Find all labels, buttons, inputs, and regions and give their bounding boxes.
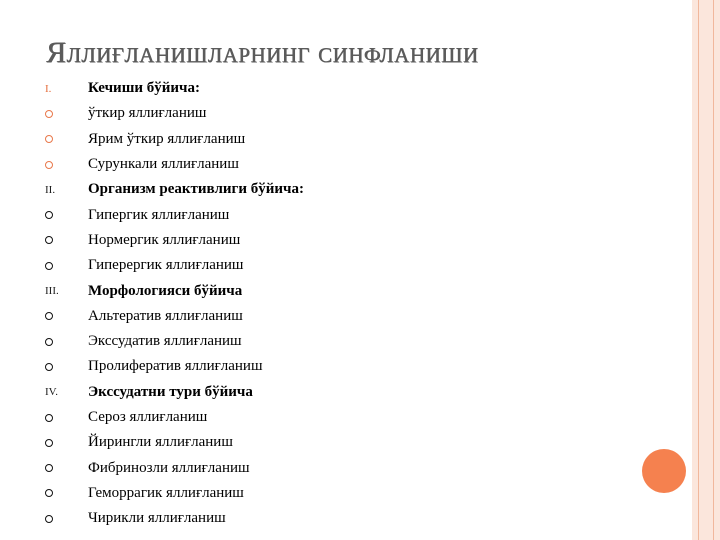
bullet-marker — [44, 312, 88, 320]
bullet-marker — [44, 211, 88, 219]
bullet-circle-icon — [45, 338, 53, 346]
bullet-marker — [44, 236, 88, 244]
bullet-marker — [44, 464, 88, 472]
list-item-text: Гиперергик яллиғланиш — [88, 257, 244, 274]
list-item — [44, 506, 304, 531]
list-item-text: Ярим ўткир яллиғланиш — [88, 130, 246, 147]
bullet-circle-icon — [45, 135, 53, 143]
section-heading — [44, 380, 304, 405]
bullet-circle-icon — [45, 515, 53, 523]
list-item-text: Сероз яллиғланиш — [88, 409, 208, 425]
bullet-marker — [44, 338, 88, 346]
list-item-text: Пролифератив яллиғланиш — [88, 358, 263, 375]
bullet-circle-icon — [45, 363, 53, 371]
list-item-text: Экссудатив яллиғланиш — [88, 333, 242, 350]
bullet-circle-icon — [45, 489, 53, 497]
side-band-line — [713, 0, 714, 540]
bullet-circle-icon — [45, 110, 53, 118]
side-band-line — [698, 0, 699, 540]
bullet-circle-icon — [45, 161, 53, 169]
list-item — [44, 127, 304, 152]
list-item — [44, 329, 304, 354]
classification-list — [44, 76, 304, 531]
bullet-circle-icon — [45, 464, 53, 472]
bullet-marker — [44, 262, 88, 270]
section-heading-text: Морфологияси бўйича — [88, 282, 243, 299]
list-item — [44, 430, 304, 455]
section-heading-text: Организм реактивлиги бўйича: — [88, 181, 304, 198]
list-item — [44, 152, 304, 177]
section-heading-text: Кечиши бўйича: — [88, 80, 200, 97]
roman-numeral: I. — [45, 82, 52, 95]
list-item-text: Геморрагик яллиғланиш — [88, 484, 244, 501]
bullet-marker — [44, 110, 88, 118]
bullet-marker — [44, 515, 88, 523]
bullet-marker — [44, 439, 88, 447]
bullet-circle-icon — [45, 211, 53, 219]
bullet-circle-icon — [45, 262, 53, 270]
bullet-circle-icon — [45, 236, 53, 244]
list-item-text: Нормергик яллиғланиш — [88, 231, 241, 248]
numeral-marker — [44, 184, 88, 196]
list-item — [44, 354, 304, 379]
list-item-text: Чирикли яллиғланиш — [88, 510, 226, 527]
numeral-marker — [44, 386, 88, 398]
slide-title: Яллиғланишларнинг синфланиши — [46, 36, 479, 69]
bullet-marker — [44, 161, 88, 169]
section-heading — [44, 278, 304, 303]
list-item-text: Сурункали яллиғланиш — [88, 156, 239, 173]
section-heading — [44, 76, 304, 101]
bullet-circle-icon — [45, 312, 53, 320]
roman-numeral: II. — [45, 183, 56, 196]
section-heading-text: Экссудатни тури бўйича — [88, 383, 253, 400]
section-heading — [44, 177, 304, 202]
numeral-marker — [44, 83, 88, 95]
list-item — [44, 253, 304, 278]
bullet-marker — [44, 414, 88, 422]
bullet-marker — [44, 363, 88, 371]
decorative-circle — [642, 449, 686, 493]
bullet-circle-icon — [45, 414, 53, 422]
bullet-marker — [44, 135, 88, 143]
list-item-text: Йирингли яллиғланиш — [88, 434, 233, 451]
list-item — [44, 304, 304, 329]
list-item — [44, 405, 304, 430]
list-item-text: Альтератив яллиғланиш — [88, 307, 243, 324]
list-item — [44, 101, 304, 126]
list-item-text: ўткир яллиғланиш — [88, 105, 207, 122]
bullet-marker — [44, 489, 88, 497]
decorative-side-band — [692, 0, 720, 540]
numeral-marker — [44, 285, 88, 297]
roman-numeral: IV. — [45, 386, 58, 399]
list-item-text: Гипергик яллиғланиш — [88, 206, 230, 223]
list-item — [44, 228, 304, 253]
roman-numeral: III. — [45, 285, 59, 298]
list-item — [44, 455, 304, 480]
list-item-text: Фибринозли яллиғланиш — [88, 459, 250, 476]
bullet-circle-icon — [45, 439, 53, 447]
list-item — [44, 202, 304, 227]
list-item — [44, 481, 304, 506]
